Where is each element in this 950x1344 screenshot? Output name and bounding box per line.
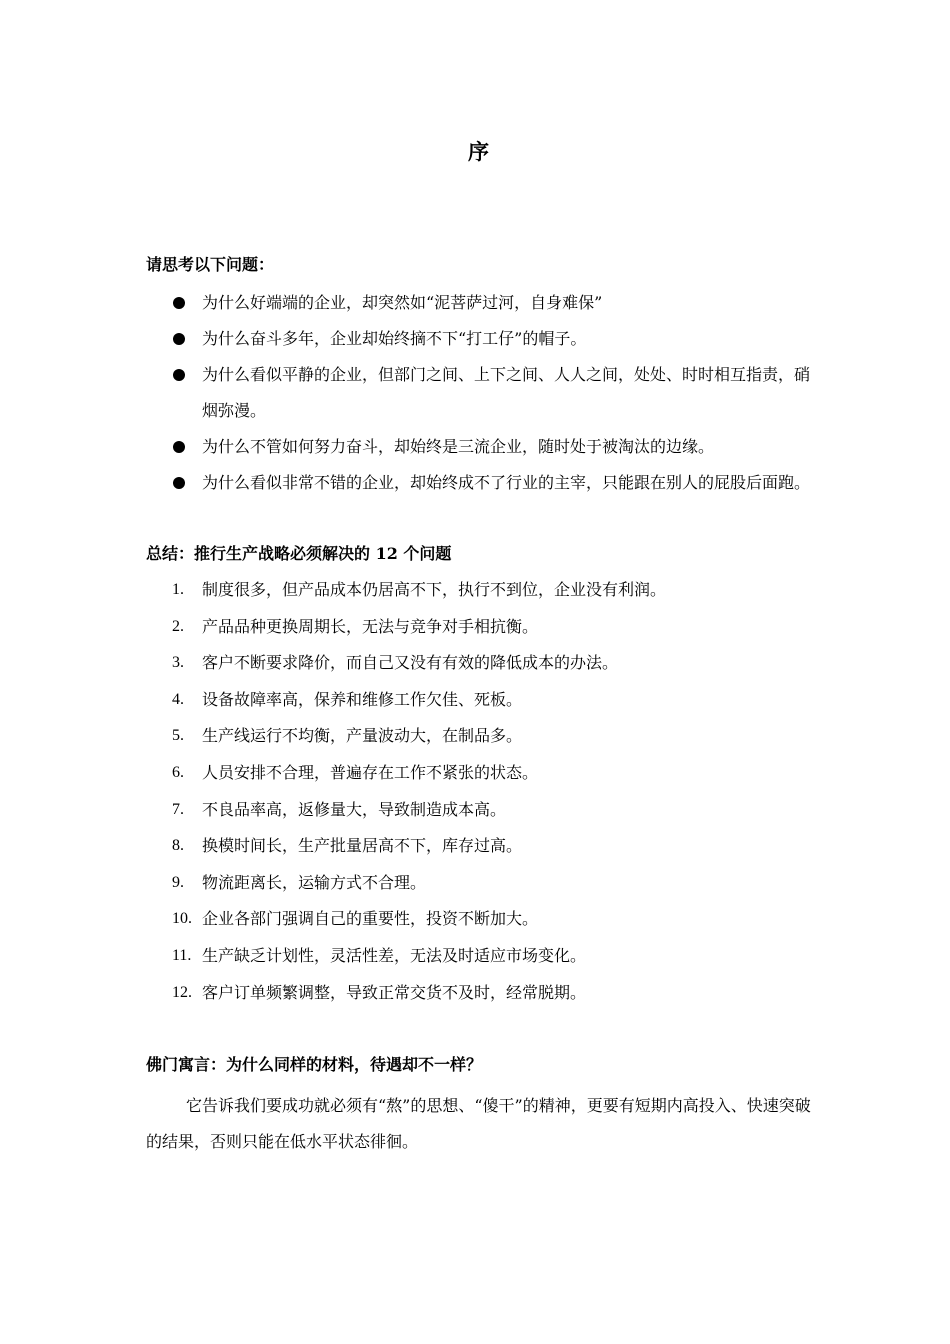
item-number: 12. bbox=[172, 983, 192, 1001]
list-item: 12. 客户订单频繁调整，导致正常交货不及时，经常脱期。 bbox=[146, 975, 811, 1012]
item-number: 4. bbox=[172, 690, 184, 708]
item-number: 2. bbox=[172, 617, 184, 635]
list-item: 为什么好端端的企业，却突然如“泥菩萨过河，自身难保” bbox=[146, 285, 811, 321]
parable-heading: 佛门寓言：为什么同样的材料，待遇却不一样？ bbox=[146, 1055, 483, 1074]
bullet-icon bbox=[173, 441, 185, 453]
item-number: 1. bbox=[172, 581, 184, 598]
list-item: 3. 客户不断要求降价，而自己又没有有效的降低成本的办法。 bbox=[146, 645, 811, 682]
list-item: 4. 设备故障率高，保养和维修工作欠佳、死板。 bbox=[146, 682, 811, 719]
item-number: 5. bbox=[172, 727, 184, 745]
list-item: 8. 换模时间长，生产批量居高不下，库存过高。 bbox=[146, 828, 811, 865]
item-number: 7. bbox=[172, 800, 184, 818]
list-item: 9. 物流距离长，运输方式不合理。 bbox=[146, 865, 811, 902]
questions-heading: 请思考以下问题： bbox=[146, 255, 275, 274]
list-item: 6. 人员安排不合理，普遍存在工作不紧张的状态。 bbox=[146, 755, 811, 792]
bullet-icon bbox=[173, 369, 185, 381]
item-number: 10. bbox=[172, 910, 192, 928]
bullet-icon bbox=[173, 297, 185, 309]
problems-list bbox=[146, 572, 811, 1011]
list-item: 2. 产品品种更换周期长，无法与竞争对手相抗衡。 bbox=[146, 609, 811, 646]
questions-list bbox=[146, 285, 811, 501]
list-item: 为什么不管如何努力奋斗，却始终是三流企业，随时处于被淘汰的边缘。 bbox=[146, 429, 811, 465]
list-item: 1. 制度很多，但产品成本仍居高不下，执行不到位，企业没有利润。 bbox=[146, 572, 811, 609]
list-item: 为什么奋斗多年，企业却始终摘不下“打工仔”的帽子。 bbox=[146, 321, 811, 357]
item-number: 9. bbox=[172, 873, 184, 891]
page-title: 序 bbox=[468, 139, 489, 164]
list-item: 10. 企业各部门强调自己的重要性，投资不断加大。 bbox=[146, 901, 811, 938]
bullet-icon bbox=[173, 477, 185, 489]
list-item: 为什么看似非常不错的企业，却始终成不了行业的主宰，只能跟在别人的屁股后面跑。 bbox=[146, 465, 811, 501]
summary-heading: 总结：推行生产战略必须解决的 12 个问题 bbox=[146, 544, 452, 563]
parable-paragraph: 它告诉我们要成功就必须有“熬”的思想、“傻干”的精神，更要有短期内高投入、快速突破的结果，否则只能在低水平状态徘徊。 bbox=[146, 1096, 811, 1151]
list-item: 5. 生产线运行不均衡，产量波动大，在制品多。 bbox=[146, 718, 811, 755]
list-item: 11. 生产缺乏计划性，灵活性差，无法及时适应市场变化。 bbox=[146, 938, 811, 975]
item-number: 8. bbox=[172, 837, 184, 855]
item-number: 6. bbox=[172, 763, 184, 781]
item-number: 3. bbox=[172, 654, 184, 672]
bullet-icon bbox=[173, 333, 185, 345]
list-item: 为什么看似平静的企业，但部门之间、上下之间、人人之间，处处、时时相互指责，硝烟弥漫。 bbox=[146, 357, 811, 429]
list-item: 7. 不良品率高，返修量大，导致制造成本高。 bbox=[146, 792, 811, 829]
item-number: 11. bbox=[172, 946, 192, 964]
